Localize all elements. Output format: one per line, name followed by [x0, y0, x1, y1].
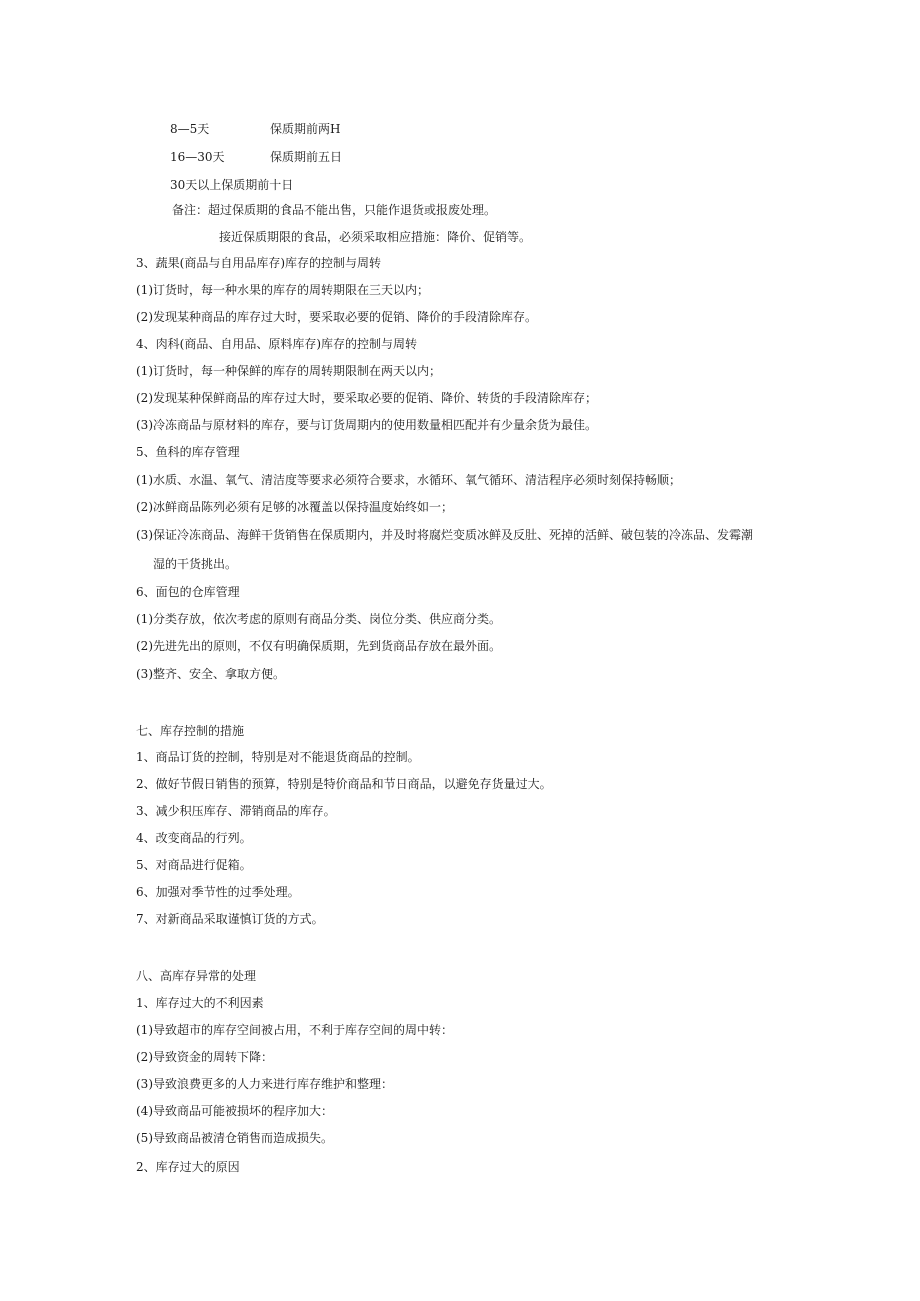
list-item: (5)导致商品被清仓销售而造成损失。: [136, 1131, 333, 1145]
shelf-life-rule: 保质期前五日: [270, 150, 343, 164]
shelf-life-note: 备注：超过保质期的食品不能出售，只能作退货或报废处理。: [172, 203, 497, 217]
list-item: (2)发现某种商品的库存过大时，要采取必要的促销、降价的手段清除库存。: [136, 310, 538, 324]
list-item: 3、减少积压库存、滞销商品的库存。: [136, 804, 336, 818]
chapter-heading: 七、库存控制的措施: [136, 724, 245, 738]
shelf-life-rule: 保质期前两H: [270, 122, 341, 136]
chapter-heading: 八、高库存异常的处理: [136, 969, 257, 983]
section-heading: 4、肉科(商品、自用品、原料库存)库存的控制与周转: [136, 337, 418, 351]
list-item: (1)分类存放，依次考虑的原则有商品分类、岗位分类、供应商分类。: [136, 612, 502, 626]
shelf-life-row: [170, 121, 340, 137]
section-heading: 3、蔬果(商品与自用品库存)库存的控制与周转: [136, 256, 381, 270]
list-item-continuation: 湿的干货挑出。: [153, 557, 238, 571]
list-item: (3)保证冷冻商品、海鲜干货销售在保质期内，并及时将腐烂变质冰鲜及反肚、死掉的活鲜、破包装的冷冻品、发霉潮: [136, 528, 754, 542]
shelf-life-row: [170, 149, 342, 165]
subsection-heading: 2、库存过大的原因: [136, 1160, 240, 1174]
list-item: 6、加强对季节性的过季处理。: [136, 885, 300, 899]
list-item: (1)水质、水温、氧气、清洁度等要求必须符合要求，水循环、氧气循环、清洁程序必须时刻保持畅顺；: [136, 473, 682, 487]
list-item: 4、改变商品的行列。: [136, 831, 252, 845]
shelf-life-note: 接近保质期限的食品，必须采取相应措施：降价、促销等。: [219, 230, 532, 244]
list-item: (3)冷冻商品与原材料的库存，要与订货周期内的使用数量相匹配并有少量余货为最佳。: [136, 418, 598, 432]
list-item: (2)先进先出的原则，不仅有明确保质期，先到货商品存放在最外面。: [136, 639, 502, 653]
section-heading: 5、鱼科的库存管理: [136, 445, 240, 459]
list-item: 5、对商品进行促箱。: [136, 858, 252, 872]
list-item: 1、商品订货的控制，特别是对不能退货商品的控制。: [136, 750, 420, 764]
list-item: (3)导致浪费更多的人力来进行库存维护和整理：: [136, 1077, 393, 1091]
list-item: (1)订货时，每一种水果的库存的周转期限在三天以内；: [136, 283, 430, 297]
list-item: (2)冰鲜商品陈列必须有足够的冰覆盖以保持温度始终如一；: [136, 500, 454, 514]
list-item: 2、做好节假日销售的预算，特别是特价商品和节日商品，以避免存货量过大。: [136, 777, 552, 791]
list-item: (1)导致超市的库存空间被占用，不利于库存空间的周中转：: [136, 1023, 454, 1037]
shelf-life-range: 16—30天: [170, 150, 225, 164]
subsection-heading: 1、库存过大的不利因素: [136, 996, 264, 1010]
shelf-life-row: 30天以上保质期前十日: [170, 178, 294, 192]
list-item: (2)导致资金的周转下降：: [136, 1050, 273, 1064]
shelf-life-range: 8—5天: [170, 122, 210, 136]
list-item: 7、对新商品采取谨慎订货的方式。: [136, 912, 324, 926]
list-item: (1)订货时，每一种保鲜的库存的周转期限制在两天以内；: [136, 364, 442, 378]
list-item: (2)发现某种保鲜商品的库存过大时，要采取必要的促销、降价、转货的手段清除库存；: [136, 391, 598, 405]
list-item: (3)整齐、安全、拿取方便。: [136, 667, 285, 681]
section-heading: 6、面包的仓库管理: [136, 585, 240, 599]
list-item: (4)导致商品可能被损坏的程序加大：: [136, 1104, 333, 1118]
